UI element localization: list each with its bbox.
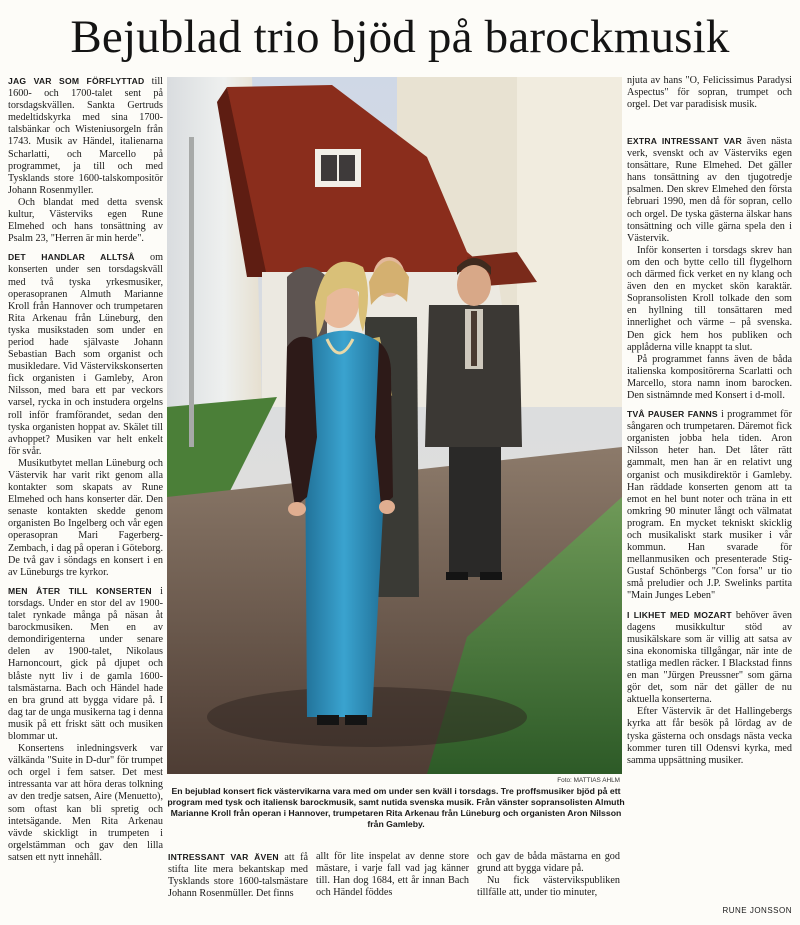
paragraph-lead: MEN ÅTER TILL KONSERTEN bbox=[8, 585, 152, 596]
paragraph: JAG VAR SOM FÖRFLYTTAD till 1600- och 1700-talet sent på torsdagskvällen. Sankta Gertruds medeltidskyrka med sina 1700-talsbänkar och Wisteniusorgeln från 1743. Musik av Händel, italienarna Scharlatti, och Marcello på programmet, ja till och med Tysklands store 1600-talskompositör Johann Rosenmyller. bbox=[8, 76, 163, 196]
paragraph: EXTRA INTRESSANT VAR även nästa verk, svenskt och av Västerviks egen tonsättare, Rune Elmehed. Det gäller hans tonsättning av den tjugotredje psalmen. Den skrev Elmehed den första februari 1990, men då för sopran, cello och orgel. De tyska gästerna älskar hans tonsättning och ville gärna spela den i Västervik. bbox=[627, 136, 792, 244]
paragraph-lead: TVÅ PAUSER FANNS bbox=[627, 409, 718, 420]
church-trio-image bbox=[167, 77, 622, 774]
paragraph: Inför konserten i torsdags skrev han om den och bytte cello till flygelhorn och därmed fick verket en ny klang och även den en mycket skön karaktär. Sopransolisten Kroll tolkade den som en hyllning till tonsättaren med innerlighet och värme – på svenska. Den gick hem hos publiken och applåderna ville knappt ta slut. bbox=[627, 244, 792, 353]
article-column-left bbox=[8, 75, 163, 864]
paragraph: TVÅ PAUSER FANNS i programmet för sångaren och trumpetaren. Däremot fick organisten jobba hela tiden. Aron Nilsson heter han. Det låter rätt gammalt, men han är en relativt ung organist och musikdirektör i Gamleby. Han räddade konserten genom att ta emot en hel bunt noter och träna in ett omkring 90 minuter långt och välmatat program. En mycket tekniskt skicklig och musikaliskt stark musiker i vår kommun. Han svarade för mellanmusiken och presenterade Stig-Gustaf Schönbergs "Con forsa" ur tio små preludier och J.P. Swelinks partita "Main Junges Leben" bbox=[627, 409, 793, 602]
paragraph: Musikutbytet mellan Lüneburg och Västervik har varit rikt genom alla kontakter som skapats av Rune Elmehed och hans konserter där. Den senaste kontakten skedde genom organisten Bo Ingelberg och vår egen operasopran Mari Fagerberg-Zembach, i dag på operan i Göteborg. De två gav i söndags en konsert i en av Lüneburgs tre kyrkor. bbox=[8, 457, 163, 578]
paragraph: och gav de båda mästarna en god grund att bygga vidare på. bbox=[477, 851, 620, 875]
article-column-bottom-3 bbox=[477, 851, 620, 899]
paragraph: allt för lite inspelat av denne store mästare, i varje fall vad jag känner till. Han dog 1684, ett år innan Bach och Händel föddes bbox=[316, 851, 469, 899]
concert-photo bbox=[167, 77, 622, 774]
paragraph-lead: EXTRA INTRESSANT VAR bbox=[627, 136, 742, 146]
photo-credit: Foto: MATTIAS AHLM bbox=[557, 777, 620, 784]
paragraph: MEN ÅTER TILL KONSERTEN i torsdags. Under en stor del av 1900-talet rynkade många på näsan åt barockmusiken. Men en av demondirigenterna under senare delen av 1900-talet, Nikolaus Harnoncourt, gick på djupet och blåste nytt liv i de gamla 1600-talsmästarna. Bach och Händel hade en bra grund att bygga vidare på. I dag tar de unga musikerna tag i denna musik på ett friskt sätt och musiken blommar ut. bbox=[8, 585, 163, 742]
paragraph: Nu fick västervikspubliken tillfälle att, under tio minuter, bbox=[477, 875, 620, 899]
paragraph-lead: INTRESSANT VAR ÄVEN bbox=[168, 852, 279, 862]
headline: Bejublad trio bjöd på barockmusik bbox=[70, 11, 730, 63]
paragraph: Och blandat med detta svensk kultur, Västerviks egen Rune Elmehed och hans tonsättning av Psalm 23, "Herren är min herde". bbox=[8, 196, 163, 245]
paragraph: Konsertens inledningsverk var välkända "Suite in D-dur" för trumpet och orgel i fem satser. Det mest intressanta var att höra deras tolkning av den tredje satsen, Aire (Menuetto), som oftast kan bli spretig och intetsägande. Men Rita Arkenau vävde skickligt in trumpeten i orgelstämman och gav den lilla satsen ett nytt innehåll. bbox=[8, 743, 163, 863]
article-column-bottom-1 bbox=[168, 851, 308, 900]
paragraph: På programmet fanns även de båda italienska kompositörerna Scarlatti och Marcello, stora namn inom barocken. Den sistnämnde med Konsert i d-moll. bbox=[627, 353, 792, 401]
byline: RUNE JONSSON bbox=[722, 906, 792, 915]
paragraph: INTRESSANT VAR ÄVEN att få stifta lite mera bekantskap med Tysklands store 1600-talsmästare Johann Rosenmüller. Det finns bbox=[168, 852, 308, 900]
photo-caption: En bejublad konsert fick västervikarna vara med om under sen kväll i torsdags. Tre proffsmusiker bjöd på ett program med tysk och italiensk barockmusik, samt nutida svenska musik. Från vänster sopransolisten Almuth Marianne Kroll från operan i Hannover, trumpetaren Rita Arkenau från Lüneburg och organisten Aron Nilsson från Gamleby. bbox=[167, 786, 625, 829]
article-column-right bbox=[627, 135, 792, 767]
paragraph-lead: JAG VAR SOM FÖRFLYTTAD bbox=[8, 76, 145, 86]
article-column-right-top bbox=[627, 75, 792, 111]
paragraph-lead: I LIKHET MED MOZART bbox=[627, 609, 732, 620]
article-column-bottom-2 bbox=[316, 851, 469, 899]
paragraph: Efter Västervik är det Hallingebergs kyrka att får besök på lördag av de tyska gästerna och onsdags nästa vecka kommer turen till Odensvi kyrka, med samma uppsättning musiker. bbox=[627, 706, 792, 766]
paragraph: njuta av hans "O, Felicissimus Paradysi Aspectus" för sopran, trumpet och orgel. Det var paradisisk musik. bbox=[627, 75, 792, 111]
paragraph: DET HANDLAR ALLTSÅ om konserten under sen torsdagskväll med två tyska yrkesmusiker, operasopranen Almuth Marianne Kroll från Hannover och trumpetaren Rita Arkenau från Lüneburg, den tyska musikstaden som under en period hade självaste Johann Sebastian Bach som organist och musikledare. Vid Västervikskonserten fick organisten i Gamleby, Aron Nilsson, med bara ett par veckors varsel, rycka in och instudera orgelns roll inför framförandet, sedan den tyska organisten hoppat av. Skälet till avhoppet? Musiken var helt enkelt för svår. bbox=[8, 252, 163, 457]
paragraph-lead: DET HANDLAR ALLTSÅ bbox=[8, 252, 135, 263]
paragraph: I LIKHET MED MOZART behöver även dagens musikkultur stöd av musikälskare som är villig att satsa av sina ekonomiska tillgångar, när inte de statliga medlen räcker. I Blackstad finns en man "Jürgen Preussner" som gärna gör det, som när det gäller de nu aktuella konserterna. bbox=[627, 609, 792, 706]
